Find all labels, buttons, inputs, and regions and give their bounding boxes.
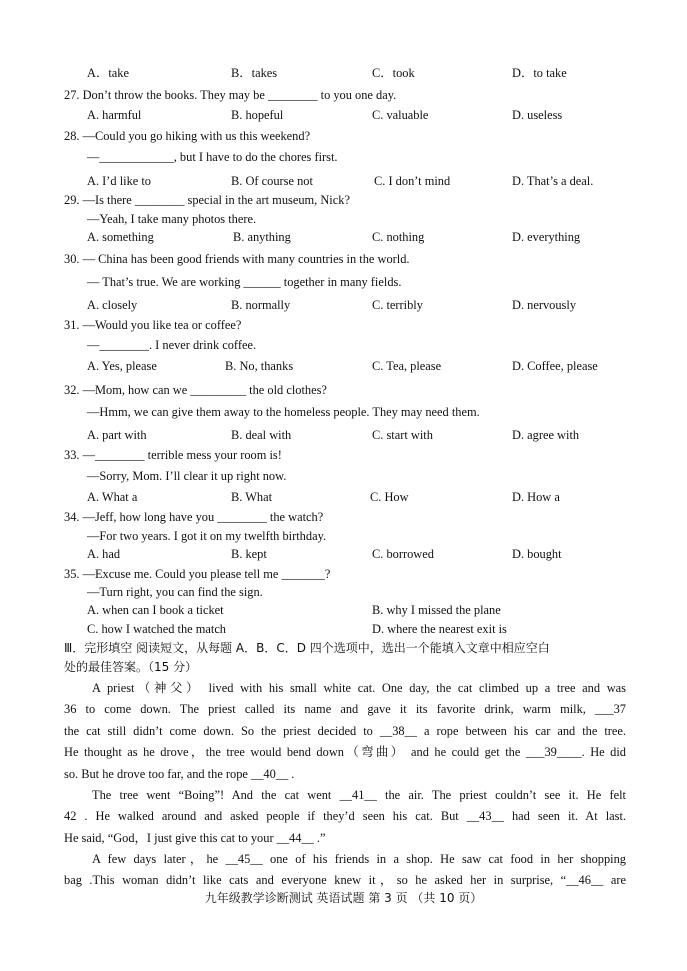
q27-option-a: A. harmful <box>87 108 142 122</box>
q34-option-a: A. had <box>87 547 121 561</box>
passage-p2-line3: He said, “God，I just give this cat to your __44__ .” <box>64 831 326 845</box>
q28-option-d: D. That’s a deal. <box>512 174 594 188</box>
passage-p1-line1: A priest（神父） lived with his small white cat. One day, the cat climbed up a tree and was <box>92 681 626 695</box>
q35-option-d: D. where the nearest exit is <box>372 622 507 636</box>
q35-stem: 35. —Excuse me. Could you please tell me _______? <box>64 567 331 581</box>
q31-line2: —________. I never drink coffee. <box>87 338 257 352</box>
q27-option-b: B. hopeful <box>231 108 284 122</box>
q33-option-c: C. How <box>370 490 409 504</box>
page-footer: 九年级教学诊断测试 英语试题 第 3 页 （共 10 页） <box>204 891 483 905</box>
passage-p1-line5: so. But he drove too far, and the rope __40__ . <box>64 767 295 781</box>
q34-option-d: D. bought <box>512 547 562 561</box>
q29-stem: 29. —Is there ________ special in the art museum, Nick? <box>64 193 350 207</box>
q30-stem: 30. — China has been good friends with many countries in the world. <box>64 252 410 266</box>
q32-line2: —Hmm, we can give them away to the homeless people. They may need them. <box>87 405 480 419</box>
q28-stem: 28. —Could you go hiking with us this weekend? <box>64 129 311 143</box>
q29-option-d: D. everything <box>512 230 581 244</box>
passage-p2-line2: 42 . He walked around and asked people if they’d seen his cat. But __43__ had seen it. At last. <box>64 809 626 823</box>
q32-stem: 32. —Mom, how can we _________ the old clothes? <box>64 383 327 397</box>
q32-option-a: A. part with <box>87 428 147 442</box>
q31-stem: 31. —Would you like tea or coffee? <box>64 318 242 332</box>
q34-option-b: B. kept <box>231 547 267 561</box>
q35-option-b: B. why I missed the plane <box>372 603 501 617</box>
q27-stem: 27. Don’t throw the books. They may be ________ to you one day. <box>64 88 397 102</box>
q33-option-a: A. What a <box>87 490 138 504</box>
q32-option-c: C. start with <box>372 428 433 442</box>
q27-option-d: D. useless <box>512 108 563 122</box>
q29-line2: —Yeah, I take many photos there. <box>87 212 257 226</box>
passage-p2-line1: The tree went “Boing”! And the cat went __41__ the air. The priest couldn’t see it. He felt <box>92 788 626 802</box>
q31-option-d: D. Coffee, please <box>512 359 598 373</box>
q30-option-d: D. nervously <box>512 298 577 312</box>
q30-option-a: A. closely <box>87 298 138 312</box>
q29-option-a: A. something <box>87 230 154 244</box>
q30-option-b: B. normally <box>231 298 291 312</box>
q35-line2: —Turn right, you can find the sign. <box>87 585 263 599</box>
q28-line2: —____________, but I have to do the chores first. <box>87 150 338 164</box>
q29-option-c: C. nothing <box>372 230 425 244</box>
q35-option-c: C. how I watched the match <box>87 622 227 636</box>
passage-p1-line2: 36 to come down. The priest called its name and gave it its favorite drink, warm milk, ___37 <box>64 702 626 716</box>
passage-p3-line2: bag .This woman didn’t like cats and everyone knew it，so he asked her in surprise, “__46__ are <box>64 873 626 887</box>
q31-option-c: C. Tea, please <box>372 359 442 373</box>
q31-option-b: B. No, thanks <box>225 359 294 373</box>
section-3-instruction: Ⅲ．完形填空 阅读短文，从每题 A．B．C．D 四个选项中，选出一个能填入文章中相应空白 <box>64 641 550 655</box>
q33-stem: 33. —________ terrible mess your room is! <box>64 448 282 462</box>
q32-option-d: D. agree with <box>512 428 580 442</box>
q30-option-c: C. terribly <box>372 298 423 312</box>
q34-option-c: C. borrowed <box>372 547 434 561</box>
q26-option-c: C．took <box>372 66 415 80</box>
q34-line2: —For two years. I got it on my twelfth birthday. <box>87 529 327 543</box>
q33-line2: —Sorry, Mom. I’ll clear it up right now. <box>87 469 287 483</box>
passage-p3-line1: A few days later，he __45__ one of his friends in a shop. He saw cat food in her shopping <box>92 852 626 866</box>
q26-option-a: A．take <box>87 66 129 80</box>
q28-option-b: B. Of course not <box>231 174 313 188</box>
passage-p1-line4: He thought as he drove，the tree would bend down（弯曲） and he could get the ___39____. He did <box>64 745 626 759</box>
q26-option-b: B．takes <box>231 66 278 80</box>
q33-option-d: D. How a <box>512 490 560 504</box>
q34-stem: 34. —Jeff, how long have you ________ the watch? <box>64 510 324 524</box>
q30-line2: — That’s true. We are working ______ together in many fields. <box>87 275 402 289</box>
passage-p1-line3: the cat still didn’t come down. So the priest decided to __38__ a rope between his car and the tree. <box>64 724 626 738</box>
section-3-instruction-cont: 处的最佳答案。（15 分） <box>64 660 198 674</box>
q33-option-b: B. What <box>231 490 273 504</box>
q29-option-b: B. anything <box>233 230 291 244</box>
q28-option-c: C. I don’t mind <box>374 174 451 188</box>
q32-option-b: B. deal with <box>231 428 292 442</box>
q35-option-a: A. when can I book a ticket <box>87 603 224 617</box>
q27-option-c: C. valuable <box>372 108 429 122</box>
q31-option-a: A. Yes, please <box>87 359 157 373</box>
q28-option-a: A. I’d like to <box>87 174 152 188</box>
q26-option-d: D．to take <box>512 66 567 80</box>
